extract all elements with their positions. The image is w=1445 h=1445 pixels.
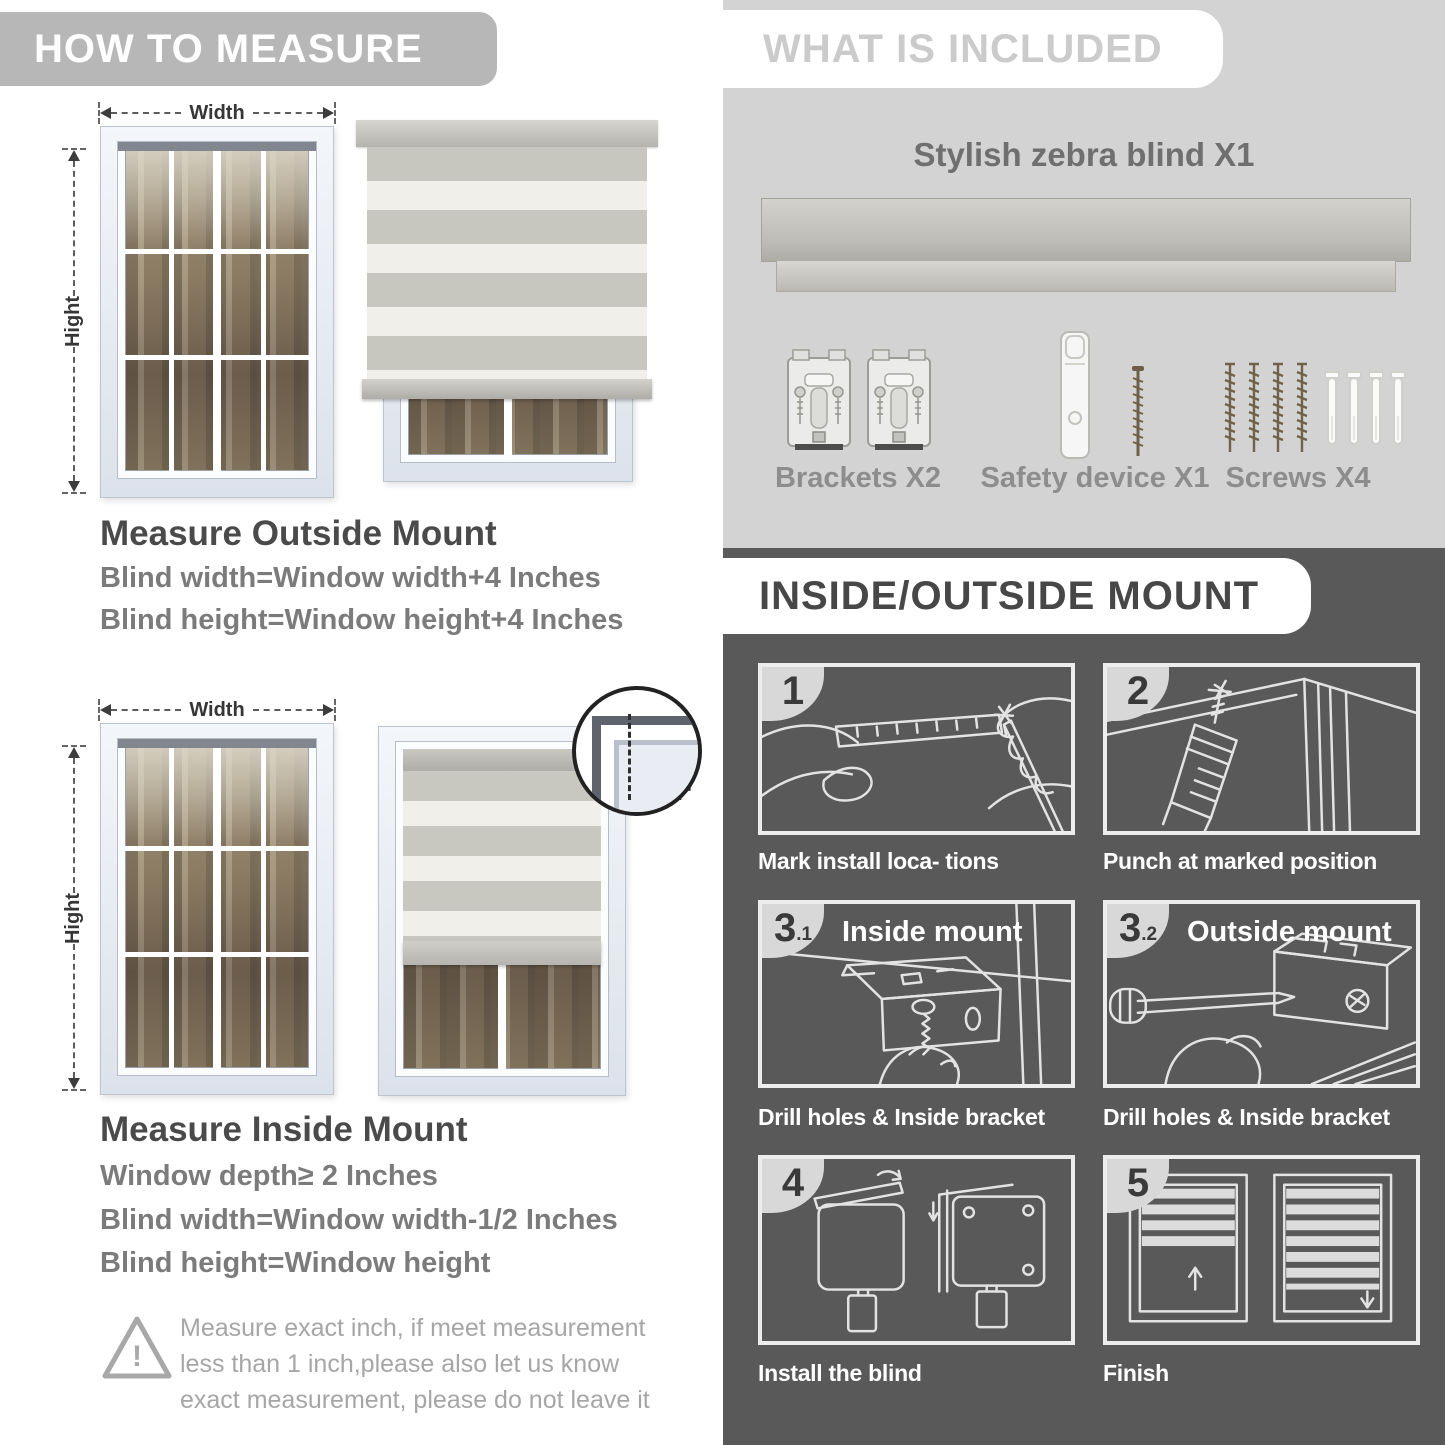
step-number: 1 <box>781 669 805 713</box>
dimension-line <box>73 161 75 296</box>
blind-bottom-rail <box>362 379 652 399</box>
inside-mount-line3: Blind height=Window height <box>100 1247 491 1279</box>
width-label: Width <box>189 101 245 124</box>
arrow-up-icon <box>68 150 80 161</box>
step-subnumber: .1 <box>796 924 813 945</box>
frame-corner-outer <box>592 716 702 816</box>
how-to-measure-header <box>0 12 497 86</box>
step-subnumber: .2 <box>1141 924 1158 945</box>
product-label: Stylish zebra blind X1 <box>913 136 1255 173</box>
dimension-line <box>253 709 323 711</box>
dimension-line <box>253 112 323 114</box>
warning-text: Measure exact inch, if meet measurement less than 1 inch,please also let us know exact measurement, please do not leave it <box>180 1314 650 1414</box>
window-illustration-inside <box>100 723 334 1095</box>
arrow-up-icon <box>68 747 80 758</box>
step5-panel <box>1103 1155 1420 1345</box>
dimension-tick <box>334 699 336 721</box>
mount-title: INSIDE/OUTSIDE MOUNT <box>759 573 1260 618</box>
inside-mount-line1: Window depth≥ 2 Inches <box>100 1160 438 1192</box>
height-label: Hight <box>62 892 85 944</box>
depth-detail-magnifier <box>572 686 702 816</box>
how-to-measure-title: HOW TO MEASURE <box>34 26 423 71</box>
arrow-left-icon <box>100 704 111 716</box>
step-number: 3 <box>1118 906 1142 950</box>
step-number: 4 <box>781 1161 805 1205</box>
step3-2-title: Outside mount <box>1187 916 1392 948</box>
arrow-right-icon <box>323 704 334 716</box>
brackets-label: Brackets X2 <box>774 462 942 494</box>
dimension-line <box>73 758 75 893</box>
zebra-blind-illustration-inside <box>403 749 601 965</box>
screw-icon <box>1127 364 1149 458</box>
window-grille <box>169 149 174 471</box>
arrow-left-icon <box>100 107 111 119</box>
dimension-line <box>73 347 75 482</box>
blind-stripes <box>367 147 647 379</box>
step1-panel <box>758 663 1075 835</box>
dimension-line <box>73 944 75 1079</box>
blind-headrail <box>356 120 658 147</box>
dimension-tick <box>62 492 86 494</box>
window-grille <box>169 746 174 1068</box>
width-dimension-inside <box>98 699 336 721</box>
step5-caption: Finish <box>1103 1360 1169 1386</box>
arrow-down-icon <box>68 1078 80 1089</box>
width-dimension-outside <box>98 102 336 124</box>
anchors-icon <box>1319 364 1411 456</box>
dimension-tick <box>62 1089 86 1091</box>
zebra-blind-illustration-outside <box>356 120 658 500</box>
window-grille <box>125 846 309 851</box>
what-is-included-title: WHAT IS INCLUDED <box>763 26 1163 71</box>
step-number: 3 <box>773 906 797 950</box>
step3-2-caption: Drill holes & Inside bracket <box>1103 1104 1390 1130</box>
window-top-shadow <box>118 739 316 748</box>
blind-headrail-product-lower <box>776 261 1396 292</box>
window-mullion <box>213 746 221 1068</box>
window-glass <box>396 742 608 1076</box>
step3-1-title: Inside mount <box>842 916 1023 948</box>
window-grille <box>261 149 266 471</box>
step4-caption: Install the blind <box>758 1360 922 1386</box>
step-number: 2 <box>1126 669 1150 713</box>
window-illustration-outside <box>100 126 334 498</box>
what-is-included-section <box>723 0 1445 548</box>
blind-bottom-rail <box>403 941 601 965</box>
step2-panel <box>1103 663 1420 835</box>
arrow-right-icon <box>323 107 334 119</box>
screws-icon <box>1215 358 1315 458</box>
window-grille <box>125 249 309 254</box>
window-glass <box>118 142 316 478</box>
inside-mount-line2: Blind width=Window width-1/2 Inches <box>100 1204 618 1236</box>
step3-1-panel <box>758 900 1075 1088</box>
window-grille <box>125 952 309 957</box>
dimension-line <box>111 709 181 711</box>
arrow-down-icon <box>68 481 80 492</box>
outside-mount-line2: Blind height=Window height+4 Inches <box>100 604 624 636</box>
mount-header <box>723 558 1311 634</box>
screws-label: Screws X4 <box>1225 462 1371 494</box>
height-dimension-outside <box>62 148 86 494</box>
step-number: 5 <box>1126 1161 1150 1205</box>
bracket-icon <box>863 348 935 456</box>
height-label: Hight <box>62 295 85 347</box>
bracket-icon <box>783 348 855 456</box>
warning-triangle-icon <box>100 1314 174 1382</box>
warning-exclamation: ! <box>132 1340 142 1373</box>
step3-2-panel <box>1103 900 1420 1088</box>
step1-caption: Mark install loca- tions <box>758 848 999 874</box>
window-grille <box>125 355 309 360</box>
window-glass <box>118 739 316 1075</box>
step3-1-caption: Drill holes & Inside bracket <box>758 1104 1045 1130</box>
step4-panel <box>758 1155 1075 1345</box>
dimension-line <box>111 112 181 114</box>
outside-mount-line1: Blind width=Window width+4 Inches <box>100 562 601 594</box>
window-top-shadow <box>118 142 316 151</box>
mount-instructions-section <box>723 548 1445 1445</box>
blind-headrail-product <box>761 198 1411 262</box>
blind-stripes <box>403 771 601 941</box>
outside-mount-title: Measure Outside Mount <box>100 514 497 553</box>
safety-device-label: Safety device X1 <box>980 462 1210 494</box>
dimension-tick <box>334 102 336 124</box>
depth-dashed-line <box>628 714 631 800</box>
height-dimension-inside <box>62 745 86 1091</box>
window-mullion <box>213 149 221 471</box>
window-grille <box>261 746 266 1068</box>
inside-mount-title: Measure Inside Mount <box>100 1110 468 1149</box>
step2-caption: Punch at marked position <box>1103 848 1377 874</box>
what-is-included-header <box>723 10 1223 88</box>
width-label: Width <box>189 698 245 721</box>
safety-device-icon <box>1055 330 1095 460</box>
